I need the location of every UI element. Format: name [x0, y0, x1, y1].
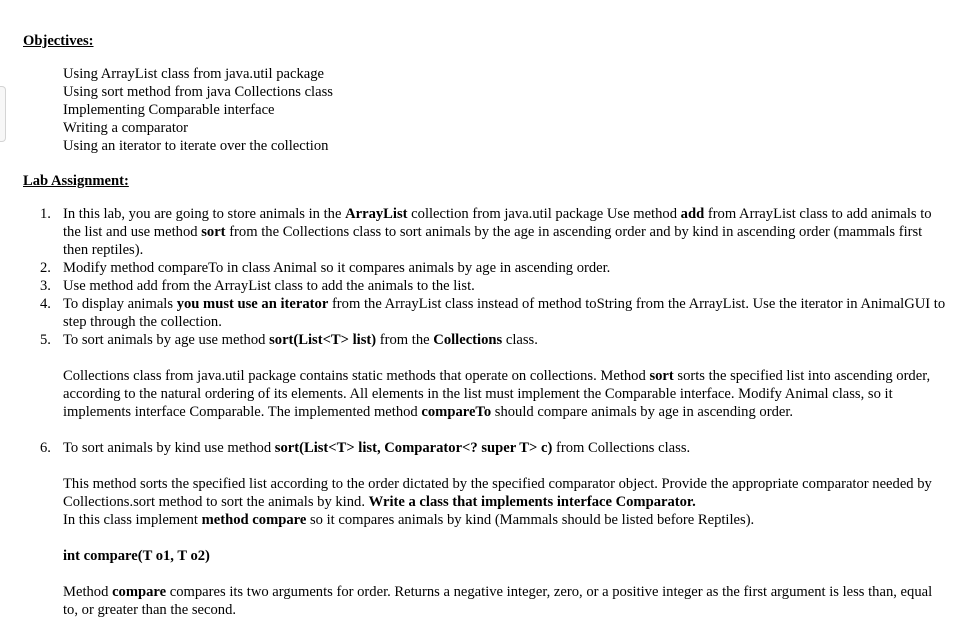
objectives-list — [63, 65, 333, 155]
step-number: 6. — [40, 440, 51, 456]
paragraph-bold-text: compareTo — [421, 404, 492, 420]
lab-step-2 — [0, 259, 950, 277]
paragraph-bold-text: compare — [112, 584, 167, 600]
step-text: collection from java.util package Use method — [407, 206, 681, 222]
step-bold-text: sort(List<T> list) — [269, 332, 377, 348]
step-bold-text: ArrayList — [345, 206, 408, 222]
step-text: To display animals — [63, 296, 177, 312]
paragraph-text: Method — [63, 584, 113, 600]
step-text: To sort animals by age use method — [63, 332, 270, 348]
step-text: Use method add from the ArrayList class to add the animals to the list. — [63, 278, 475, 294]
lab-steps-list — [0, 205, 950, 619]
lab-step-5 — [0, 331, 950, 421]
objective-item: Writing a comparator — [63, 120, 189, 136]
paragraph-text: sorts the specified list into ascending order, according to the natural ordering of its elements. All elements in the list must implement the Comparable interface. Modify Animal class, so it implements interface Comparable. The implemented method — [63, 368, 931, 420]
step-bold-text: you must use an iterator — [176, 296, 329, 312]
collections-sort-paragraph — [63, 367, 950, 421]
step-number: 1. — [40, 206, 51, 222]
paragraph-bold-text: Write a class that implements interface Comparator. — [368, 494, 696, 510]
paragraph-text: so it compares animals by kind (Mammals should be listed before Reptiles). — [306, 512, 755, 528]
step-number: 2. — [40, 260, 51, 276]
step-text: from the — [376, 332, 434, 348]
step-bold-text: sort(List<T> list, Comparator<? super T> c) — [274, 440, 553, 456]
paragraph-bold-text: method compare — [201, 512, 307, 528]
step-text: class. — [502, 332, 538, 348]
step-text: from the Collections class to sort animals by the age in ascending order and by kind in ascending order (mammals first then reptiles). — [63, 224, 923, 258]
lab-step-3 — [0, 277, 950, 295]
step-number: 5. — [40, 332, 51, 348]
comparator-paragraph — [63, 475, 950, 529]
step-bold-text: sort — [201, 224, 226, 240]
step-text: Modify method compareTo in class Animal so it compares animals by age in ascending order. — [63, 260, 611, 276]
step-text: from ArrayList class to add animals to the list and use method — [63, 206, 932, 240]
objective-item: Using an iterator to iterate over the collection — [63, 138, 329, 154]
step-bold-text: add — [680, 206, 705, 222]
lab-step-1 — [0, 205, 950, 259]
objective-item: Implementing Comparable interface — [63, 102, 275, 118]
paragraph-text: Collections class from java.util package contains static methods that operate on collections. Method — [63, 368, 650, 384]
lab-assignment-heading: Lab Assignment: — [23, 173, 129, 189]
step-bold-text: Collections — [433, 332, 503, 348]
step-text: To sort animals by kind use method — [63, 440, 275, 456]
compare-signature — [63, 547, 950, 565]
lab-step-4 — [0, 295, 950, 331]
step-text: from the ArrayList class instead of method toString from the ArrayList. Use the iterator in AnimalGUI to step through the collection. — [63, 296, 946, 330]
paragraph-text: This method sorts the specified list according to the order dictated by the specified comparator object. Provide the appropriate comparator needed by Collections.sort method to sort the animals by kind. — [63, 476, 932, 510]
paragraph-bold-text: sort — [649, 368, 674, 384]
step-text: from Collections class. — [552, 440, 691, 456]
lab-step-6 — [0, 439, 950, 619]
objective-item: Using ArrayList class from java.util package — [63, 66, 324, 82]
compare-description-paragraph — [63, 583, 950, 619]
page-edge-tab — [0, 86, 6, 142]
step-text: In this lab, you are going to store animals in the — [63, 206, 346, 222]
signature-text: int compare(T o1, T o2) — [63, 548, 210, 564]
objectives-heading: Objectives: — [23, 33, 94, 49]
paragraph-text: In this class implement — [63, 512, 202, 528]
paragraph-text: should compare animals by age in ascending order. — [491, 404, 794, 420]
step-number: 3. — [40, 278, 51, 294]
paragraph-text: compares its two arguments for order. Returns a negative integer, zero, or a positive integer as the first argument is less than, equal to, or greater than the second. — [63, 584, 933, 618]
step-number: 4. — [40, 296, 51, 312]
objective-item: Using sort method from java Collections class — [63, 84, 333, 100]
